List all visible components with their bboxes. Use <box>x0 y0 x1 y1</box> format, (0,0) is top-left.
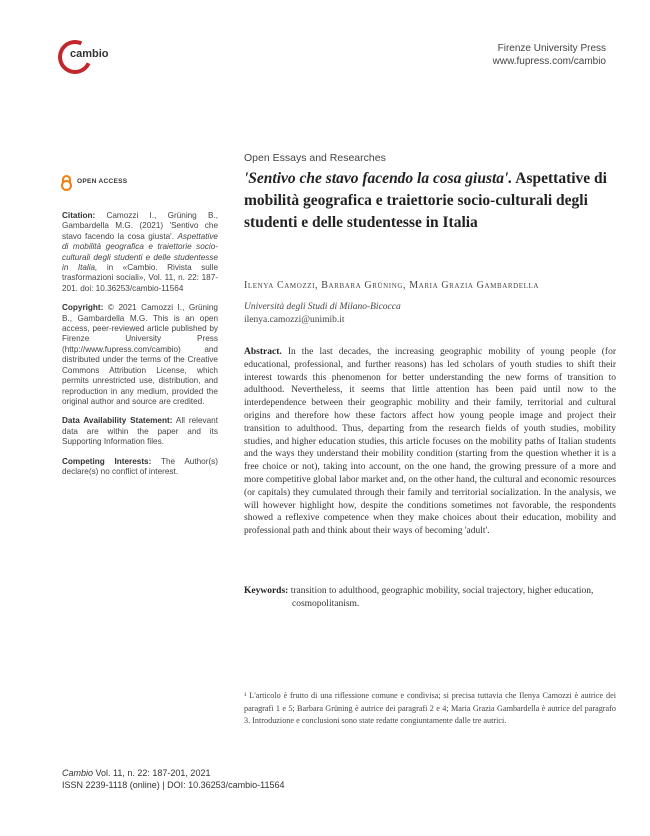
journal-volume: Vol. 11, n. 22: 187-201, 2021 <box>95 768 211 778</box>
author-email[interactable]: ilenya.camozzi@unimib.it <box>244 315 345 325</box>
competing-interests-block <box>62 457 218 478</box>
data-availability-block <box>62 416 218 447</box>
citation-text-italic: Aspettative di mobilità geografica e traiettorie socio-culturali degli studenti e delle studentesse in Italia, <box>62 231 218 273</box>
publisher-name: Firenze University Press <box>497 43 606 54</box>
publisher-url[interactable]: www.fupress.com/cambio <box>492 56 606 67</box>
keywords-label: Keywords: <box>244 586 289 596</box>
journal-logo <box>58 40 122 76</box>
abstract-text: In the last decades, the increasing geographic mobility of young people (for educational, professional, and further reasons) has led scholars of youth studies to shift their interest towards this phenomenon for better understanding the new forms of transition to adulthood. Nevertheless, it seems that little attention has been paid until now to the interdependence between their geographic mobility and their family, territorial and cultural origins and therefore how these factors affect how young people image and project their transition to adulthood. Thus, departing from the research fields of youth studies, mobility studies, and higher education studies, this article focuses on the mobility paths of Italian students and the ways they understand their mobility condition (starting from the question whether it is a free choice or not), taking into account, on the one hand, the growing pressure of a more and more competitive global labor market and, on the other hand, the cultural and economic resources (or capitals) they cumulated through their family and territorial socialization. In the analysis, we will however highlight how, despite the conditions sometimes not favorable, the respondents showed a reflexive competence when they make choices about their education, mobility and professional path and think about their ways of becoming 'adult'. <box>244 347 617 537</box>
journal-name: Cambio <box>62 768 94 778</box>
abstract <box>244 346 616 538</box>
citation-text-after: in «Cambio. Rivista sulle trasformazioni sociali», Vol. 11, n. 22: 187-201. doi: 10.36253/cambio-11564 <box>62 263 218 293</box>
authors-line: Ilenya Camozzi, Barbara Grüning, Maria Grazia Gambardella <box>244 280 540 291</box>
title-main-part: Aspettative di mobilità geografica e traiettorie socio-culturali degli studenti e delle studentesse in Italia <box>244 170 607 231</box>
open-access-label: OPEN ACCESS <box>77 177 128 185</box>
keywords <box>244 585 616 611</box>
citation-label: Citation: <box>62 211 96 220</box>
copyright-text: © 2021 Camozzi I., Grüning B., Gambardella M.G. This is an open access, peer-reviewed article published by Firenze University Press (http://www.fupress.com/cambio) and distributed under the terms of the Creative Commons Attribution License, which permits unrestricted use, distribution, and reproduction in any medium, provided the original author and source are credited. <box>62 303 218 406</box>
competing-interests-text: The Author(s) declare(s) no conflict of interest. <box>62 456 218 476</box>
copyright-label: Copyright: <box>62 303 104 313</box>
article-metadata-sidebar <box>62 175 218 486</box>
footnote: ¹ L'articolo è frutto di una riflessione comune e condivisa; si precisa tuttavia che Ilenya Camozzi è autrice dei paragrafi 1 e 5; Barbara Grüning è autrice dei paragrafi 2 e 4; Maria Grazia Gambardella è autrice del paragrafo 3. Introduzione e conclusioni sono state redatte congiuntamente dalle tre autrici. <box>244 691 616 726</box>
citation-block <box>62 211 218 294</box>
affiliation: Università degli Studi di Milano-Bicocca <box>244 302 401 312</box>
journal-issn-doi: ISSN 2239-1118 (online) | DOI: 10.36253/cambio-11564 <box>62 779 285 790</box>
competing-interests-label: Competing Interests: <box>62 456 152 466</box>
title-italic-part: 'Sentivo che stavo facendo la cosa giusta'. <box>244 170 513 187</box>
open-access-badge <box>62 175 218 189</box>
publisher-info <box>493 42 606 68</box>
logo-text: cambio <box>70 48 109 60</box>
abstract-label: Abstract. <box>244 347 282 357</box>
keywords-text: transition to adulthood, geographic mobility, social trajectory, higher education, cosmopolitanism. <box>290 586 594 609</box>
open-access-icon <box>62 175 71 189</box>
citation-text-before: Camozzi I., Grüning B., Gambardella M.G. (2021) 'Sentivo che stavo facendo la cosa giusta'. <box>62 211 218 241</box>
data-availability-text: All relevant data are within the paper and its Supporting Information files. <box>62 416 218 447</box>
copyright-block <box>62 303 218 407</box>
article-title <box>244 168 624 234</box>
section-label: Open Essays and Researches <box>244 152 386 164</box>
data-availability-label: Data Availability Statement: <box>62 416 173 426</box>
journal-footer <box>62 768 284 791</box>
affiliation-block <box>244 301 401 327</box>
